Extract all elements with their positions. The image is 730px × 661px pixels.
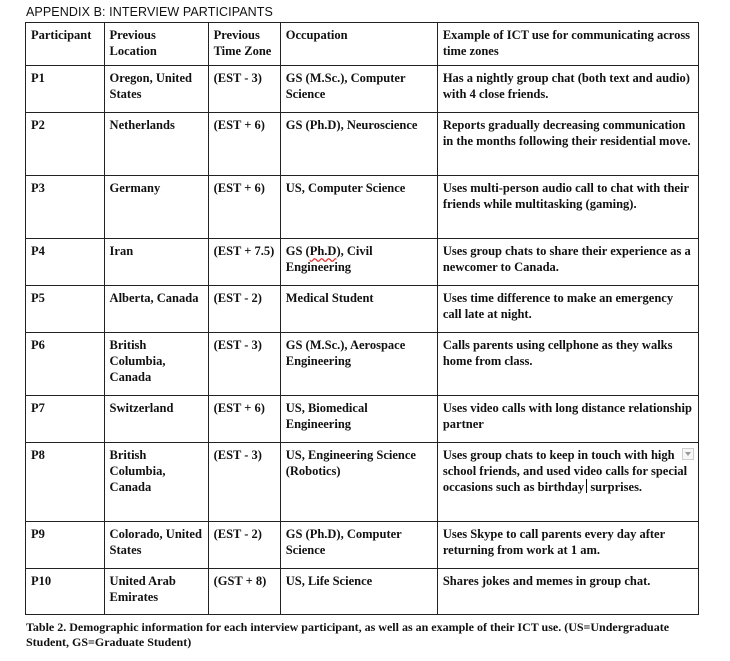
cell-location: United Arab Emirates — [104, 569, 208, 615]
cell-participant: P4 — [26, 239, 105, 286]
table-header-row — [26, 23, 699, 66]
cell-occupation: US, Biomedical Engineering — [280, 396, 437, 443]
cell-example: Calls parents using cellphone as they walks home from class. — [437, 333, 698, 396]
cell-occupation: GS (M.Sc.), Computer Science — [280, 66, 437, 113]
header-ict-example: Example of ICT use for communicating across time zones — [437, 23, 698, 66]
cell-location: Oregon, United States — [104, 66, 208, 113]
spellcheck-marked-word: Ph.D — [309, 244, 337, 258]
example-text-before-cursor: Uses group chats to keep in touch with high school friends, and used video calls for special occasions such as birthday — [442, 448, 688, 494]
cell-timezone: (EST - 3) — [208, 66, 280, 113]
cell-example: Uses time difference to make an emergency call late at night. — [437, 286, 698, 333]
cell-location: Colorado, United States — [104, 522, 208, 569]
table-caption: Table 2. Demographic information for each interview participant, as well as an example of their ICT use. (US=Undergraduate Student, GS=Graduate Student) — [26, 620, 670, 649]
cell-timezone: (EST + 7.5) — [208, 239, 280, 286]
cell-location: Alberta, Canada — [104, 286, 208, 333]
cell-occupation: US, Life Science — [280, 569, 437, 615]
cell-participant: P7 — [26, 396, 105, 443]
table-row — [26, 239, 699, 286]
table-row — [26, 396, 699, 443]
cell-occupation: Medical Student — [280, 286, 437, 333]
cell-timezone: (EST - 3) — [208, 333, 280, 396]
table-row — [26, 176, 699, 239]
cell-occupation: GS (Ph.D), Computer Science — [280, 522, 437, 569]
cell-timezone: (EST - 2) — [208, 286, 280, 333]
cell-location: Netherlands — [104, 113, 208, 176]
cell-timezone: (EST + 6) — [208, 113, 280, 176]
table-row — [26, 569, 699, 615]
cell-participant: P2 — [26, 113, 105, 176]
cell-occupation: US, Computer Science — [280, 176, 437, 239]
cell-example: Has a nightly group chat (both text and audio) with 4 close friends. — [437, 66, 698, 113]
cell-example: Uses Skype to call parents every day after returning from work at 1 am. — [437, 522, 698, 569]
header-previous-time-zone: Previous Time Zone — [208, 23, 280, 66]
table-row — [26, 333, 699, 396]
cell-location: Switzerland — [104, 396, 208, 443]
cell-example: Uses multi-person audio call to chat with their friends while multitasking (gaming). — [437, 176, 698, 239]
cell-occupation: GS (M.Sc.), Aerospace Engineering — [280, 333, 437, 396]
header-participant: Participant — [26, 23, 105, 66]
cell-participant: P8 — [26, 443, 105, 522]
cell-participant: P9 — [26, 522, 105, 569]
cell-occupation: US, Engineering Science (Robotics) — [280, 443, 437, 522]
occupation-suffix: ), Civil Engineering — [285, 244, 373, 274]
cell-participant: P10 — [26, 569, 105, 615]
cell-example[interactable] — [437, 443, 698, 522]
occupation-prefix: GS ( — [285, 244, 310, 258]
cell-participant: P1 — [26, 66, 105, 113]
table-row — [26, 286, 699, 333]
example-text-after-cursor: surprises. — [587, 480, 643, 494]
table-row — [26, 66, 699, 113]
cell-occupation: GS (Ph.D), Neuroscience — [280, 113, 437, 176]
cell-example: Uses video calls with long distance relationship partner — [437, 396, 698, 443]
cell-location: British Columbia, Canada — [104, 333, 208, 396]
cell-location: British Columbia, Canada — [104, 443, 208, 522]
cell-location: Iran — [104, 239, 208, 286]
cell-participant: P6 — [26, 333, 105, 396]
cell-timezone: (EST + 6) — [208, 396, 280, 443]
header-previous-location: Previous Location — [104, 23, 208, 66]
cell-example: Shares jokes and memes in group chat. — [437, 569, 698, 615]
table-row — [26, 443, 699, 522]
cell-participant: P5 — [26, 286, 105, 333]
header-occupation: Occupation — [280, 23, 437, 66]
cell-participant: P3 — [26, 176, 105, 239]
cell-timezone: (EST + 6) — [208, 176, 280, 239]
cell-timezone: (GST + 8) — [208, 569, 280, 615]
cell-occupation — [280, 239, 437, 286]
cell-location: Germany — [104, 176, 208, 239]
table-row — [26, 113, 699, 176]
cell-example: Uses group chats to share their experience as a newcomer to Canada. — [437, 239, 698, 286]
table-row — [26, 522, 699, 569]
appendix-heading: APPENDIX B: INTERVIEW PARTICIPANTS — [26, 5, 273, 19]
participants-table — [25, 22, 699, 615]
cell-timezone: (EST - 2) — [208, 522, 280, 569]
cell-example: Reports gradually decreasing communication in the months following their residential move. — [437, 113, 698, 176]
table-options-dropdown-icon[interactable] — [682, 448, 694, 460]
cell-timezone: (EST - 3) — [208, 443, 280, 522]
